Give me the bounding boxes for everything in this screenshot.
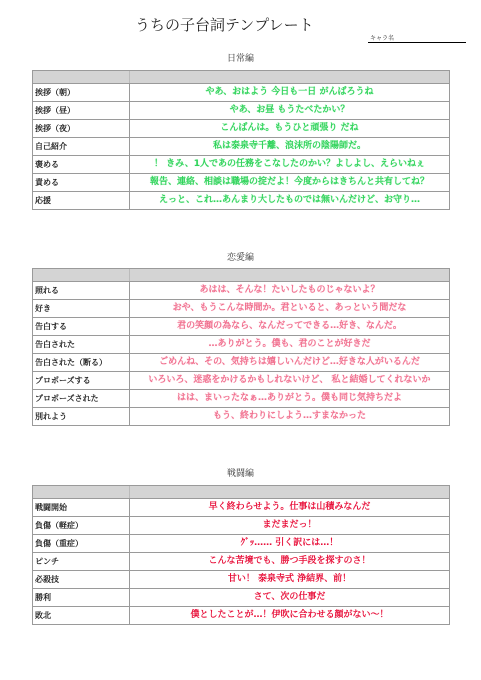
row-line: ｸﾞｯ…… 引く訳には…！ (240, 538, 339, 548)
row-label: 照れる (33, 282, 130, 299)
table-header (32, 485, 450, 499)
row-line: 報告、連絡、相談は職場の掟だよ！今度からはきちんと共有してね？ (149, 177, 429, 187)
table-row (32, 607, 450, 625)
page-title: うちの子台詞テンプレート (135, 16, 314, 34)
row-label: 勝利 (33, 589, 130, 606)
row-label: 挨拶（昼） (33, 102, 130, 119)
table-row (32, 138, 450, 156)
row-line: 早く終わらせよう。仕事は山積みなんだ (208, 502, 371, 512)
row-line: はは、まいったなぁ…ありがとう。僕も同じ気持ちだよ (176, 393, 402, 403)
row-line: もう、終わりにしよう…すまなかった (212, 411, 366, 421)
row-line: いろいろ、迷惑をかけるかもしれないけど、 私と結婚してくれないか (148, 375, 431, 385)
table-row (32, 354, 450, 372)
row-line: 君の笑顔の為なら、なんだってできる…好き、なんだ。 (177, 321, 402, 331)
table-row (32, 102, 450, 120)
row-label: 挨拶（夜） (33, 120, 130, 137)
row-label: 挨拶（朝） (33, 84, 130, 101)
table-row (32, 282, 450, 300)
row-line: まだまだっ！ (262, 520, 317, 530)
table-row (32, 390, 450, 408)
table-row (32, 84, 450, 102)
row-line: 甘い！ 泰泉寺式 浄結界、前！ (227, 574, 352, 584)
character-name-field (368, 42, 466, 43)
row-label: 負傷（軽症） (33, 517, 130, 534)
section-title-romance: 恋愛編 (226, 253, 254, 263)
table-header (32, 70, 450, 84)
row-label: 敗北 (33, 607, 130, 624)
row-line: ！ きみ、1人であの任務をこなしたのかい？よしよし、えらいねぇ (154, 159, 425, 169)
row-line: やあ、おはよう 今日も一日 がんばろうね (205, 87, 374, 97)
table-row (32, 300, 450, 318)
row-label: 自己紹介 (33, 138, 130, 155)
row-label: 負傷（重症） (33, 535, 130, 552)
table-row (32, 517, 450, 535)
row-label: プロポーズする (33, 372, 130, 389)
table-row (32, 318, 450, 336)
row-line: えっと、これ…あんまり大したものでは無いんだけど、お守り… (158, 195, 420, 205)
row-label: 好き (33, 300, 130, 317)
row-label: 褒める (33, 156, 130, 173)
section-title-daily: 日常編 (226, 54, 254, 64)
row-line: 僕としたことが…！伊吹に合わせる顔がない～！ (190, 610, 389, 620)
table-row (32, 336, 450, 354)
table-header (32, 268, 450, 282)
table-row (32, 589, 450, 607)
row-label: 必殺技 (33, 571, 130, 588)
row-label: プロポーズされた (33, 390, 130, 407)
row-line: こんばんは。もうひと頑張り だね (220, 123, 359, 133)
section-title-battle: 戦闘編 (226, 469, 254, 479)
row-label: 告白された (33, 336, 130, 353)
table-row (32, 571, 450, 589)
row-line: あはは、そんな！たいしたものじゃないよ？ (199, 285, 380, 295)
table-row (32, 174, 450, 192)
row-line: さて、次の仕事だ (253, 592, 326, 602)
row-line: やあ、お昼 もうたべたかい？ (229, 105, 350, 115)
row-label: 責める (33, 174, 130, 191)
row-line: おや、もうこんな時間か。君といると、あっという間だな (172, 303, 407, 313)
table-row (32, 499, 450, 517)
table-row (32, 553, 450, 571)
table-row (32, 535, 450, 553)
row-line: …ありがとう。僕も、君のことが好きだ (208, 339, 371, 349)
row-line: こんな苦境でも、勝つ手段を探すのさ！ (208, 556, 371, 566)
table-row (32, 156, 450, 174)
table-battle (32, 485, 450, 625)
row-label: 戦闘開始 (33, 499, 130, 516)
table-row (32, 408, 450, 426)
table-row (32, 120, 450, 138)
row-label: 別れよう (33, 408, 130, 425)
table-daily (32, 70, 450, 210)
table-romance (32, 268, 450, 426)
row-label: 告白する (33, 318, 130, 335)
row-label: 応援 (33, 192, 130, 209)
table-row (32, 372, 450, 390)
row-label: ピンチ (33, 553, 130, 570)
row-line: 私は泰泉寺千離、浪沫所の陰陽師だ。 (212, 141, 366, 151)
table-row (32, 192, 450, 210)
row-line: ごめんね、その、気持ちは嬉しいんだけど…好きな人がいるんだ (159, 357, 420, 367)
row-label: 告白された（断る） (33, 354, 130, 371)
character-name-label: キャラ名 (370, 35, 395, 42)
